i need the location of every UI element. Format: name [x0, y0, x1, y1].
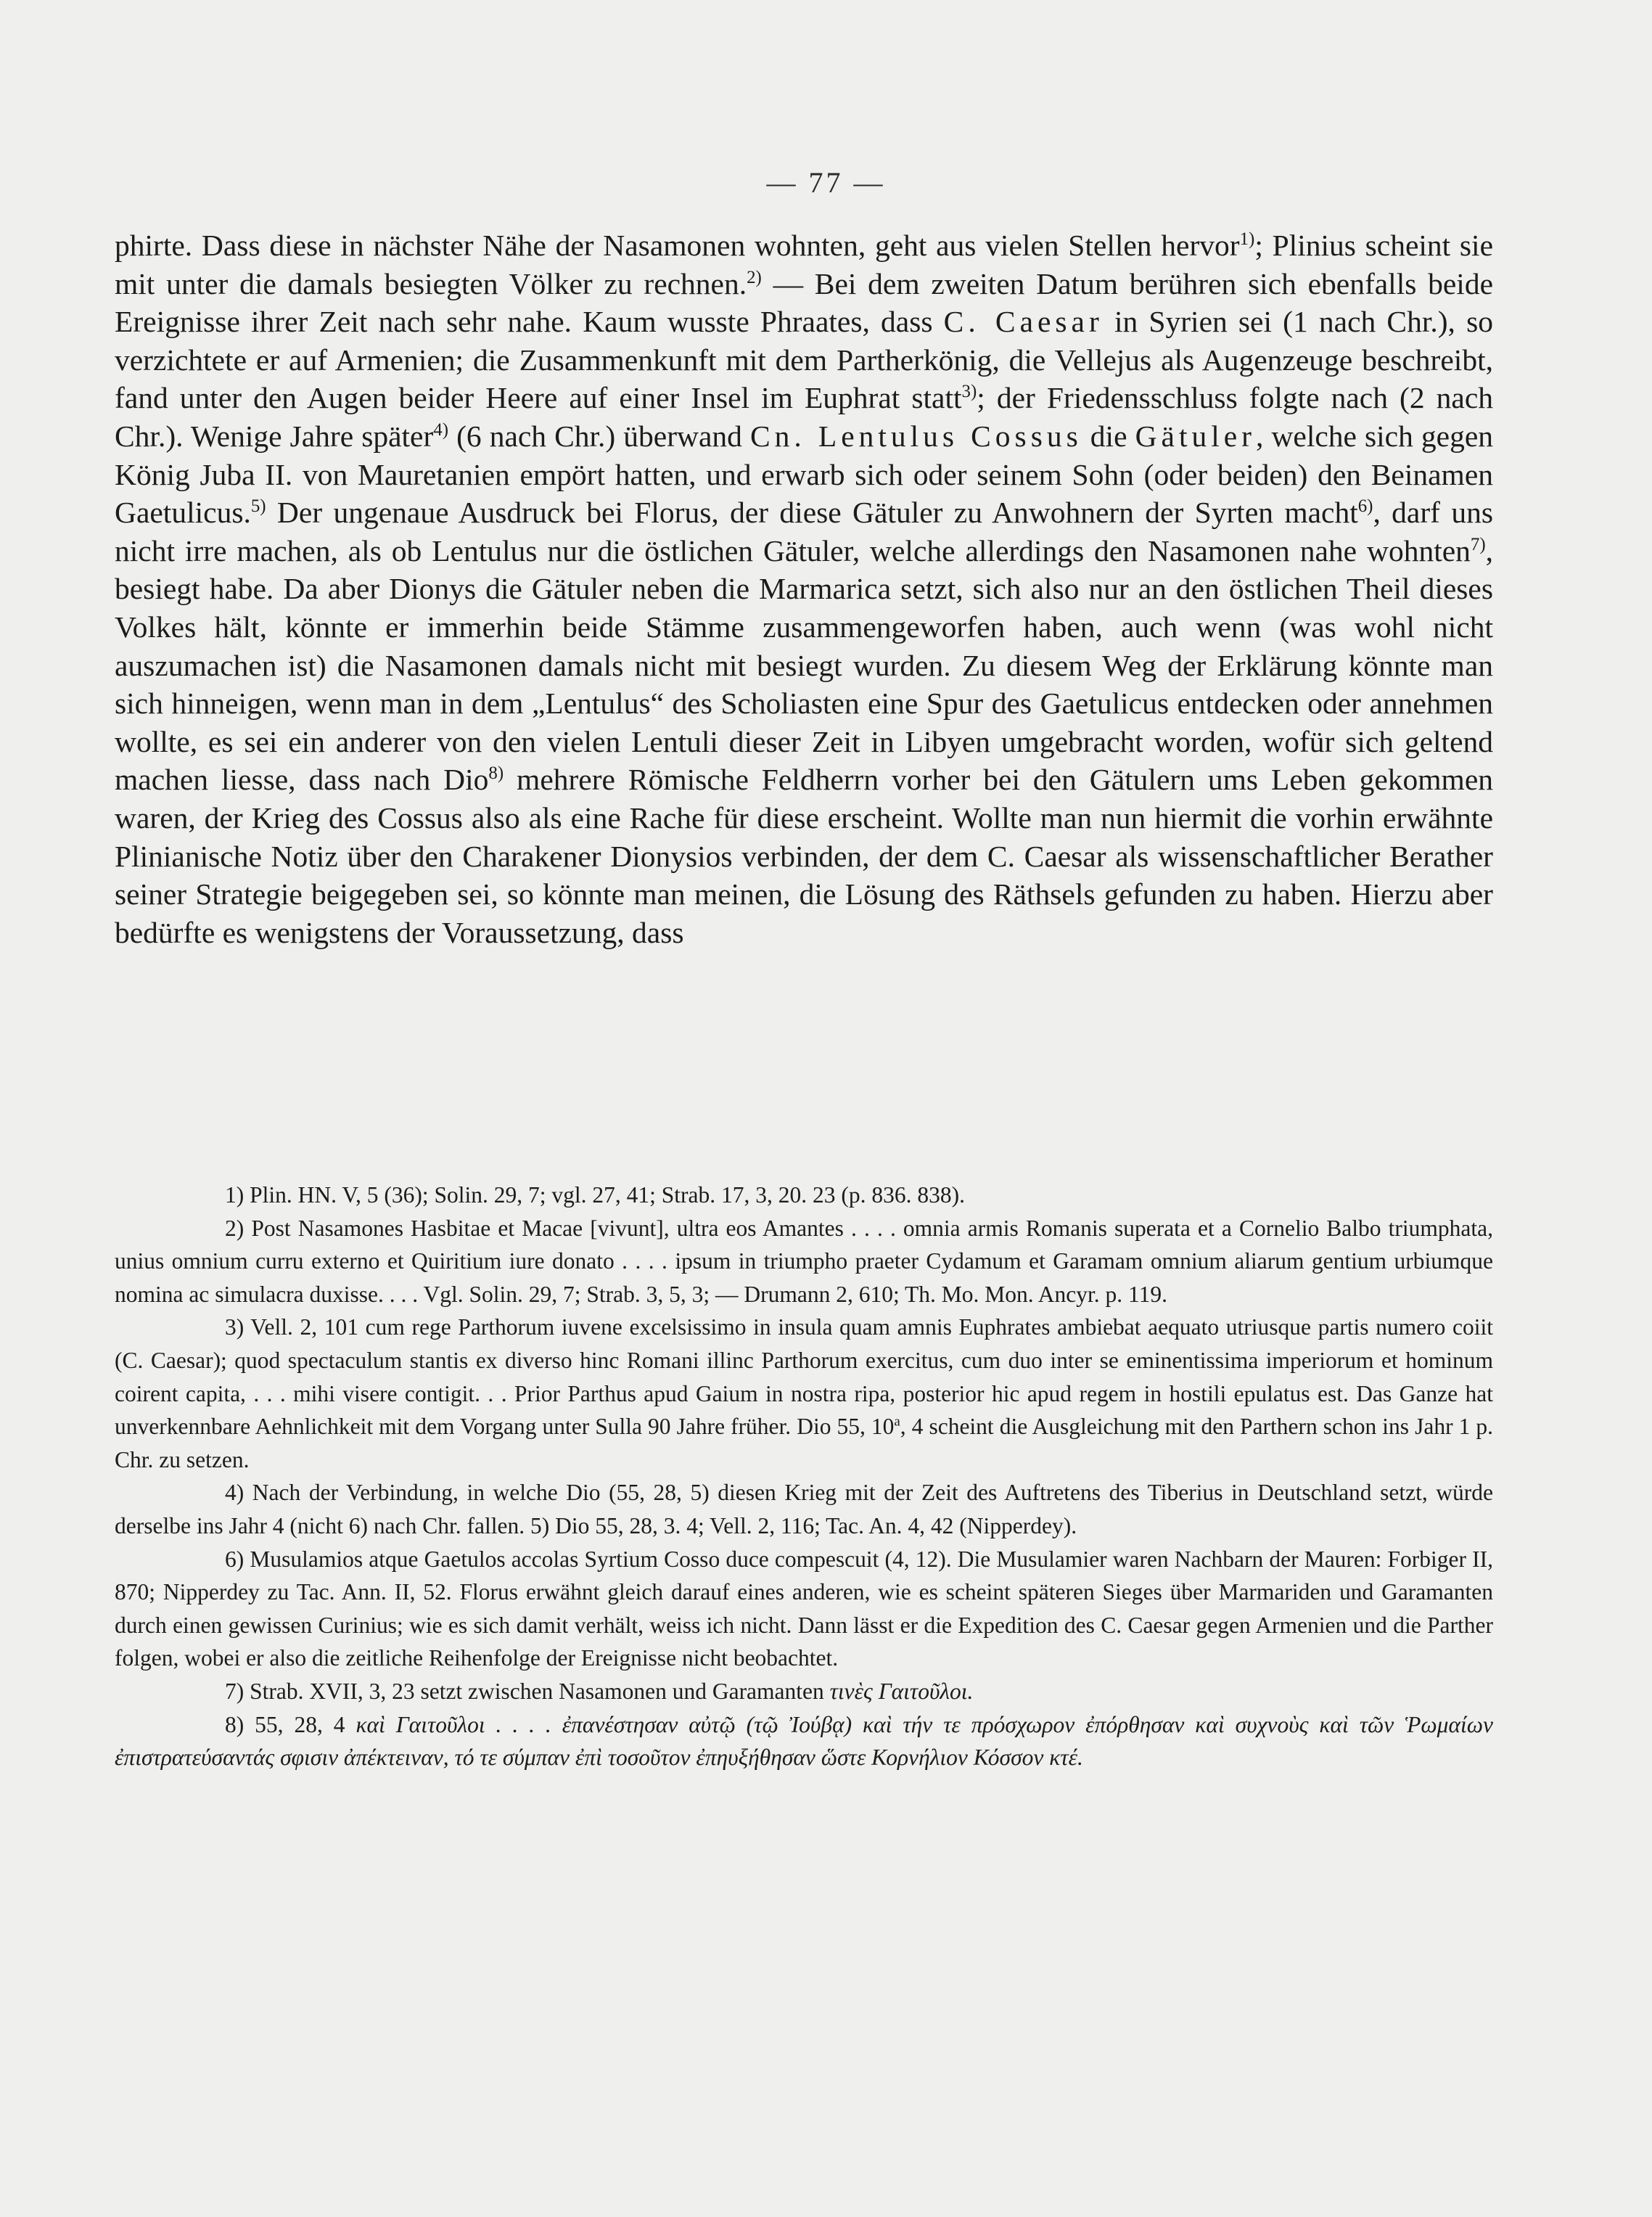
footnote-7: 7) Strab. XVII, 3, 23 setzt zwischen Nasamonen und Garamanten τινὲς Γαιτοῦλοι.	[225, 1678, 974, 1704]
footnote-6: 6) Musulamios atque Gaetulos accolas Syrtium Cosso duce compescuit (4, 12). Die Musulamier waren Nachbarn der Mauren: Forbiger II, 870; Nipperdey zu Tac. Ann. II, 52. Florus erwähnt gleich darauf eines anderen, wie es scheint späteren Sieges über Marmariden und Garamanten durch einen gewissen Curinius; wie es sich damit verhält, weiss ich nicht. Dann lässt er die Expedition des C. Caesar gegen Armenien und die Parther folgen, wobei er also die zeitliche Reihenfolge der Ereignisse nicht beobachtet.	[115, 1546, 1493, 1671]
main-text	[115, 226, 1493, 951]
footnotes	[115, 1179, 1493, 1774]
page-number: — 77 —	[766, 166, 886, 199]
footnote-4-5: 4) Nach der Verbindung, in welche Dio (55, 28, 5) diesen Krieg mit der Zeit des Auftretens des Tiberius in Deutschland setzt, würde derselbe ins Jahr 4 (nicht 6) nach Chr. fallen. 5) Dio 55, 28, 3. 4; Vell. 2, 116; Tac. An. 4, 42 (Nipperdey).	[115, 1480, 1493, 1538]
main-paragraph: phirte. Dass diese in nächster Nähe der Nasamonen wohnten, geht aus vielen Stellen hervor$^{1)}$; Plinius scheint sie mit unter die damals besiegten Völker zu rechnen.$^{2)}$ — Bei dem zweiten Datum berühren sich ebenfalls beide Ereignisse ihrer Zeit nach sehr nahe. Kaum wusste Phraates, dass C. Caesar in Syrien sei (1 nach Chr.), so verzichtete er auf Armenien; die Zusammenkunft mit dem Partherkönig, die Vellejus als Augenzeuge beschreibt, fand unter den Augen beider Heere auf einer Insel im Euphrat statt$^{3)}$; der Friedensschluss folgte nach (2 nach Chr.). Wenige Jahre später$^{4)}$ (6 nach Chr.) überwand Cn. Lentulus Cossus die Gätuler, welche sich gegen König Juba II. von Mauretanien empört hatten, und erwarb sich oder seinem Sohn (oder beiden) den Beinamen Gaetulicus.$^{5)}$ Der ungenaue Ausdruck bei Florus, der diese Gätuler zu Anwohnern der Syrten macht$^{6)}$, darf uns nicht irre machen, als ob Lentulus nur die östlichen Gätuler, welche allerdings den Nasamonen nahe wohnten$^{7)}$, besiegt habe. Da aber Dionys die Gätuler neben die Marmarica setzt, sich also nur an den östlichen Theil dieses Volkes hält, könnte er immerhin beide Stämme zusammengeworfen haben, auch wenn (was wohl nicht auszumachen ist) die Nasamonen damals nicht mit besiegt wurden. Zu diesem Weg der Erklärung könnte man sich hinneigen, wenn man in dem „Lentulus“ des Scholiasten eine Spur des Gaetulicus entdecken oder annehmen wollte, es sei ein anderer von den vielen Lentuli dieser Zeit in Libyen umgebracht worden, wofür sich geltend machen liesse, dass nach Dio$^{8)}$ mehrere Römische Feldherrn vorher bei den Gätulern ums Leben gekommen waren, der Krieg des Cossus also als eine Rache für diese erscheint. Wollte man nun hiermit die vorhin erwähnte Plinianische Notiz über den Charakener Dionysios verbinden, der dem C. Caesar als wissenschaftlicher Berather seiner Strategie beigegeben sei, so könnte man meinen, die Lösung des Räthsels gefunden zu haben. Hierzu aber bedürfte es wenigstens der Voraussetzung, dass	[115, 229, 1494, 949]
footnote-8: 8) 55, 28, 4 καὶ Γαιτοῦλοι . . . . ἐπανέστησαν αὐτῷ (τῷ Ἰούβᾳ) καὶ τήν τε πρόσχωρον ἐπόρθησαν καὶ συχνοὺς καὶ τῶν Ῥωμαίων ἐπιστρατεύσαντάς σφισιν ἀπέκτειναν, τό τε σύμπαν ἐπὶ τοσοῦτον ἐπηυξήθησαν ὥστε Κορνήλιον Κόσσον κτέ.	[115, 1711, 1493, 1771]
footnote-1: 1) Plin. HN. V, 5 (36); Solin. 29, 7; vgl. 27, 41; Strab. 17, 3, 20. 23 (p. 836. 838).	[225, 1182, 965, 1208]
footnote-3: 3) Vell. 2, 101 cum rege Parthorum iuvene excelsissimo in insula quam amnis Euphrates ambiebat aequato utriusque partis numero coiit (C. Caesar); quod spectaculum stantis ex diverso hinc Romani illinc Parthorum exercitus, cum duo inter se eminentissima imperiorum et hominum coirent capita, . . . mihi visere contigit. . . Prior Parthus apud Gaium in nostra ripa, posterior hic apud regem in hostili epulatus est. Das Ganze hat unverkennbare Aehnlichkeit mit dem Vorgang unter Sulla 90 Jahre früher. Dio 55, 10$^a$, 4 scheint die Ausgleichung mit den Parthern schon ins Jahr 1 p. Chr. zu setzen.	[115, 1314, 1493, 1472]
footnote-2: 2) Post Nasamones Hasbitae et Macae [vivunt], ultra eos Amantes . . . . omnia armis Romanis superata et a Cornelio Balbo triumphata, unius omnium curru externo et Quiritium iure donato . . . . ipsum in triumpho praeter Cydamum et Garamam omnium aliarum gentium urbiumque nomina ac simulacra duxisse. . . . Vgl. Solin. 29, 7; Strab. 3, 5, 3; — Drumann 2, 610; Th. Mo. Mon. Ancyr. p. 119.	[115, 1215, 1493, 1307]
